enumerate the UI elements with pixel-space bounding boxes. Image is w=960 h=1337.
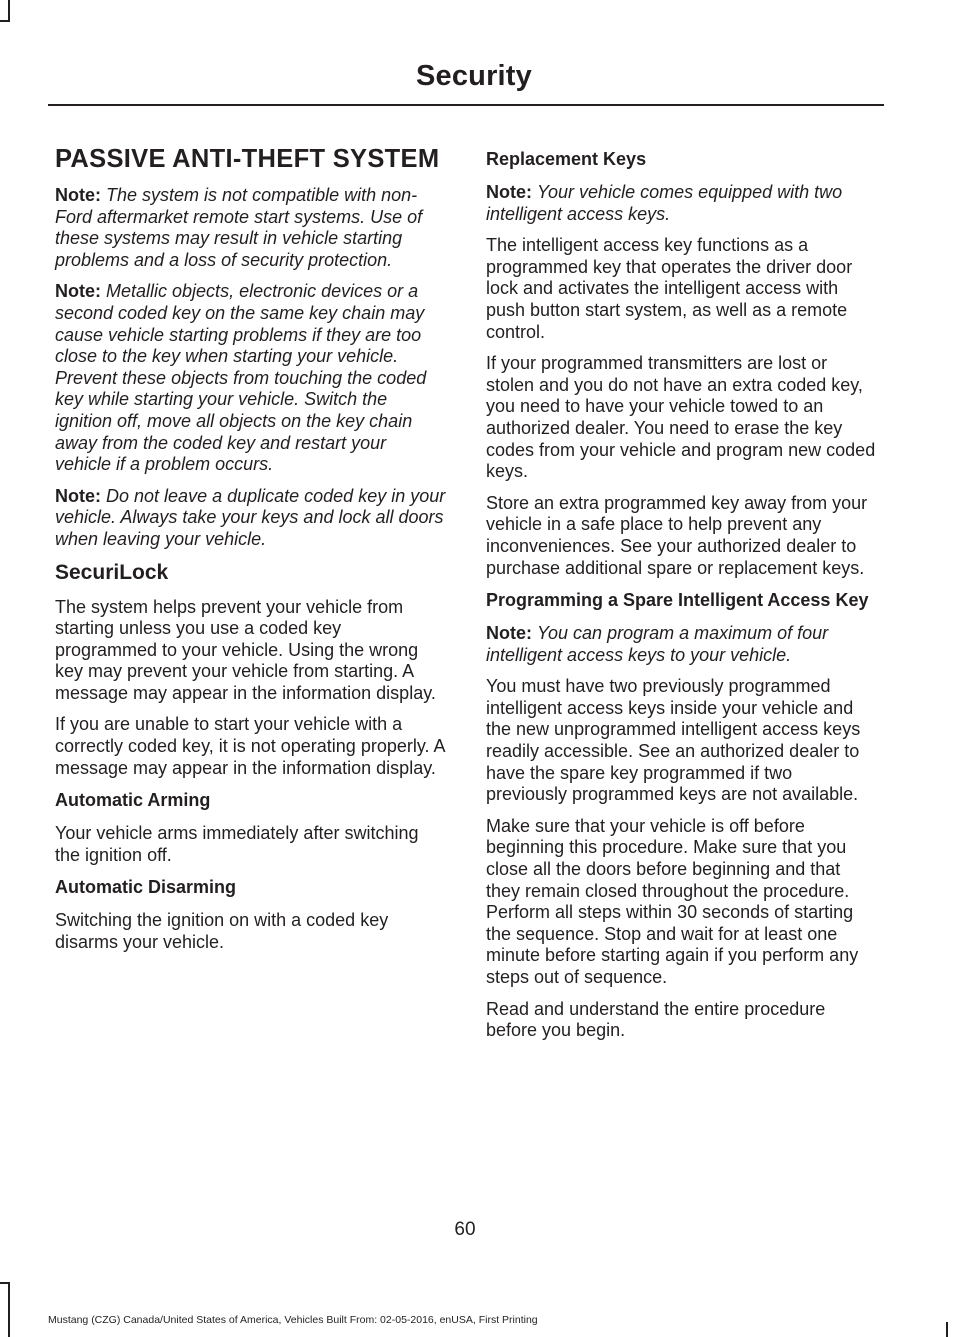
right-column <box>486 143 878 1052</box>
section-title: Security <box>415 60 532 92</box>
publication-info: Mustang (CZG) Canada/United States of America, Vehicles Built From: 02-05-2016, enUSA, First Printing <box>48 1314 538 1326</box>
automatic-disarming-text: Switching the ignition on with a coded key disarms your vehicle. <box>55 910 389 953</box>
replacement-paragraph-1: The intelligent access key functions as a programmed key that operates the driver door lock and activates the intelligent access with push button start system, as well as a remote control. <box>486 235 853 342</box>
note-label: Note: <box>55 281 101 302</box>
note-text: Your vehicle comes equipped with two intelligent access keys. <box>486 182 843 224</box>
heading-programming-spare-key: Programming a Spare Intelligent Access Key <box>486 590 869 611</box>
heading-replacement-keys: Replacement Keys <box>486 149 647 169</box>
heading-automatic-disarming: Automatic Disarming <box>55 877 237 898</box>
note-compatibility <box>55 185 447 271</box>
left-column <box>55 143 447 964</box>
replacement-paragraph-3: Store an extra programmed key away from your vehicle in a safe place to help prevent any inconveniences. See your authorized dealer to purchase additional spare or replacement keys. <box>486 492 868 578</box>
securilock-paragraph-1: The system helps prevent your vehicle from starting unless you use a coded key programmed to your vehicle. Using the wrong key may prevent your vehicle from starting. A message may appear in the information display. <box>55 596 436 703</box>
heading-passive-anti-theft: PASSIVE ANTI-THEFT SYSTEM <box>55 145 440 173</box>
programming-paragraph-2: Make sure that your vehicle is off before beginning this procedure. Make sure that you close all the doors before beginning and that they remain closed throughout the procedure. Perform all steps within 30 seconds of starting the sequence. Stop and wait for at least one minute before starting again if you perform any steps out of sequence. <box>486 815 859 987</box>
note-metallic-objects <box>55 281 447 475</box>
note-two-keys <box>486 182 878 225</box>
note-text: Metallic objects, electronic devices or a second coded key on the same key chain may cause vehicle starting problems if they are too close to the key when starting your vehicle. Prevent these objects from touching the coded key while starting your vehicle. Switch the ignition off, move all objects on the key chain away from the coded key and restart your vehicle if a problem occurs. <box>55 281 427 475</box>
programming-paragraph-1: You must have two previously programmed intelligent access keys inside your vehicle and the new unprogrammed intelligent access keys readily accessible. See an authorized dealer to have the spare key programmed if two previously programmed keys are not available. <box>486 676 861 805</box>
note-label: Note: <box>55 185 101 205</box>
crop-mark-bottom-right <box>946 1322 948 1337</box>
crop-mark-bottom-left <box>8 1282 10 1337</box>
automatic-arming-text: Your vehicle arms immediately after switching the ignition off. <box>55 823 419 865</box>
note-text: You can program a maximum of four intelligent access keys to your vehicle. <box>486 623 829 665</box>
securilock-paragraph-2: If you are unable to start your vehicle with a correctly coded key, it is not operating properly. A message may appear in the information display. <box>55 714 445 778</box>
page-number: 60 <box>454 1219 476 1240</box>
note-label: Note: <box>486 182 532 202</box>
note-text: The system is not compatible with non-Ford aftermarket remote start systems. Use of these systems may result in vehicle starting problems and a loss of security protection. <box>55 185 423 270</box>
crop-mark-bottom-left-h <box>0 1282 10 1284</box>
programming-paragraph-3: Read and understand the entire procedure before you begin. <box>486 998 826 1041</box>
note-maximum-keys <box>486 623 878 666</box>
note-duplicate-key <box>55 486 447 551</box>
replacement-paragraph-2: If your programmed transmitters are lost or stolen and you do not have an extra coded key, you need to have your vehicle towed to an authorized dealer. You need to erase the key codes from your vehicle and program new coded keys. <box>486 353 876 482</box>
crop-mark-top-left <box>8 0 10 22</box>
header-divider <box>48 104 884 106</box>
note-label: Note: <box>55 485 101 506</box>
heading-securilock: SecuriLock <box>55 560 169 584</box>
note-label: Note: <box>486 623 532 644</box>
crop-mark-top-left-h <box>0 20 10 22</box>
note-text: Do not leave a duplicate coded key in your vehicle. Always take your keys and lock all doors when leaving your vehicle. <box>55 485 446 549</box>
heading-automatic-arming: Automatic Arming <box>55 790 211 811</box>
